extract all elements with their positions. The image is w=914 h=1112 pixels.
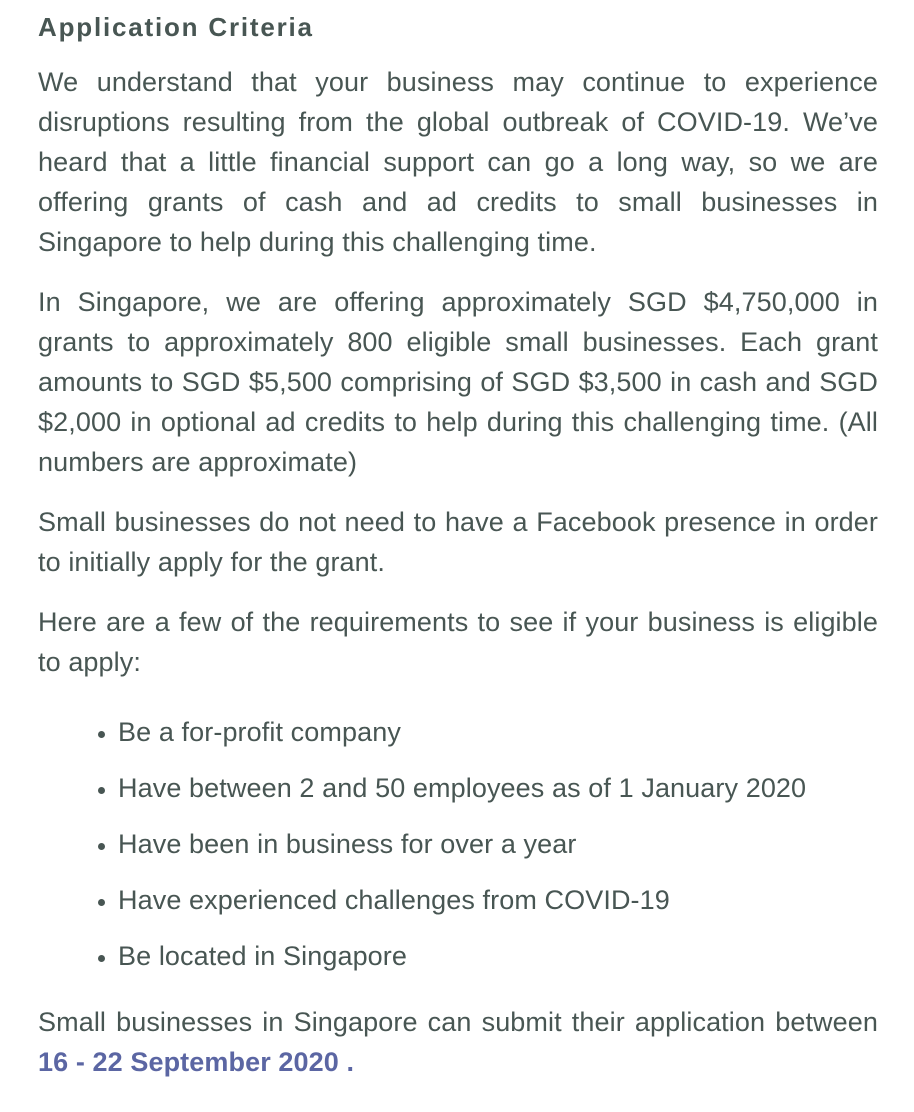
section-heading: Application Criteria [38, 12, 314, 42]
list-item-covid-challenges: • Have experienced challenges from COVID-19 [118, 880, 878, 920]
intro-paragraph: We understand that your business may continue to experience disruptions resulting from the global outbreak of COVID-19. We’ve heard that a little financial support can go a long way, so we are offering grants of cash and ad credits to small businesses in Singapore to help during this challenging time. [38, 67, 878, 257]
list-item-location: • Be located in Singapore [118, 936, 878, 976]
submission-window-paragraph [38, 1002, 878, 1082]
submission-window-text: Small businesses in Singapore can submit their application between [38, 1007, 878, 1037]
grant-amounts-paragraph: In Singapore, we are offering approximately SGD $4,750,000 in grants to approximately 800 eligible small businesses. Each grant amounts to SGD $5,500 comprising of SGD $3,500 in cash and SGD $2,000 in optional ad credits to help during this challenging time. (All numbers are approximate) [38, 287, 878, 477]
facebook-presence-paragraph: Small businesses do not need to have a Facebook presence in order to initially apply for the grant. [38, 507, 878, 577]
list-item-employees: • Have between 2 and 50 employees as of 1 January 2020 [118, 768, 878, 808]
list-item-for-profit: • Be a for-profit company [118, 712, 878, 752]
submission-dates: 16 - 22 September 2020 . [38, 1047, 355, 1077]
eligibility-list [38, 712, 878, 976]
requirements-intro-paragraph: Here are a few of the requirements to see if your business is eligible to apply: [38, 607, 878, 677]
list-item-business-age: • Have been in business for over a year [118, 824, 878, 864]
